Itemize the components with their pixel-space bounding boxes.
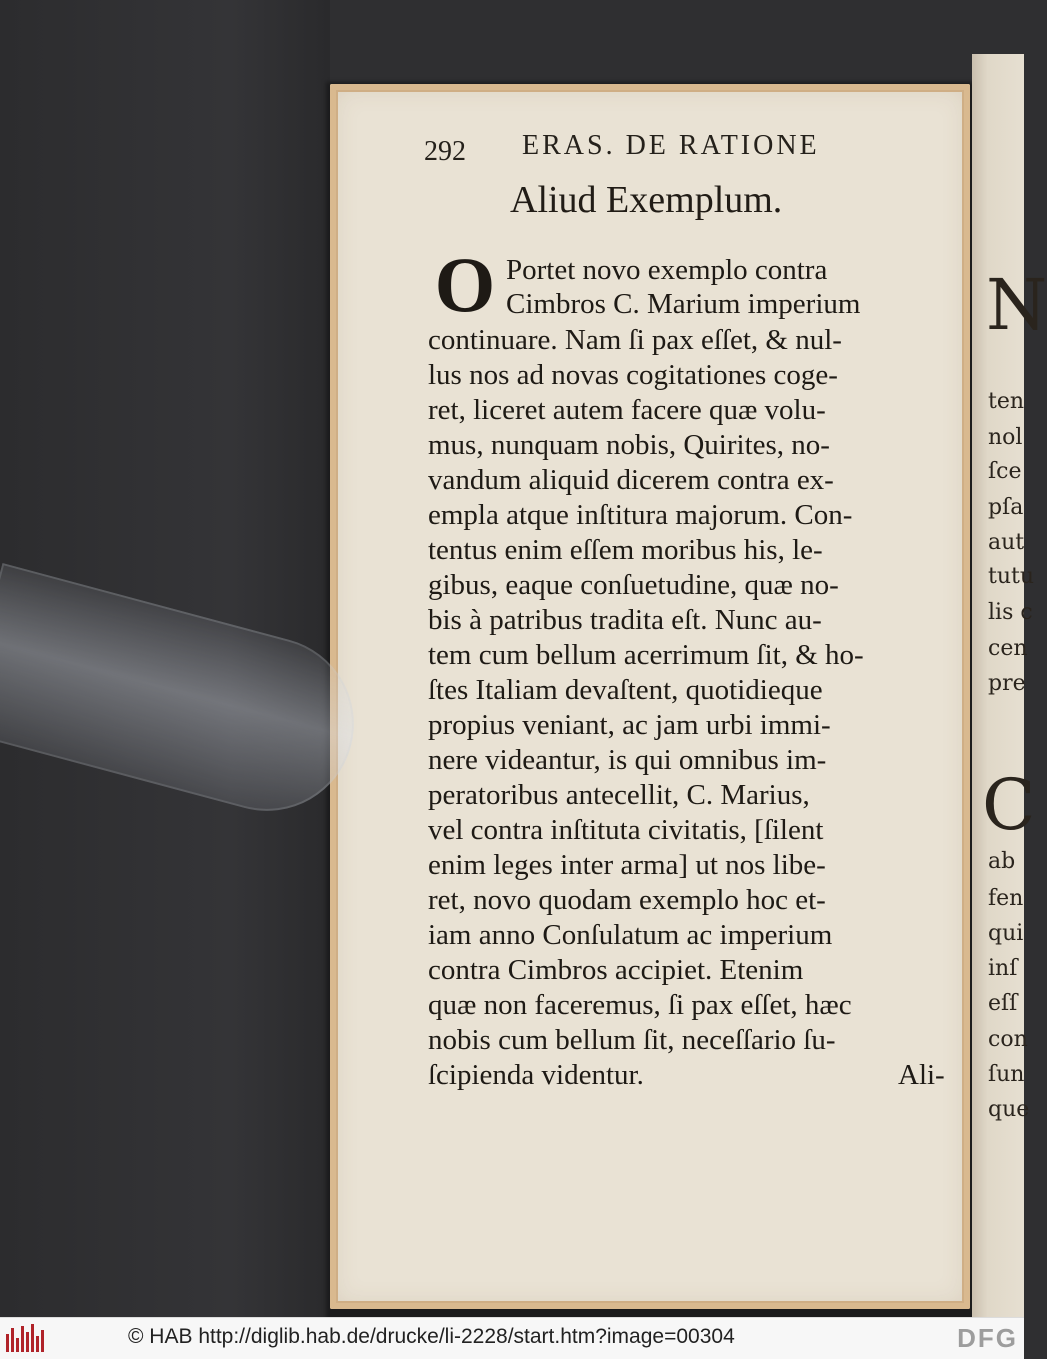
text-line: enim leges inter arma] ut nos libe-	[428, 849, 826, 881]
adjacent-page-fragment: pre	[988, 671, 1026, 696]
section-heading: Aliud Exemplum.	[510, 179, 783, 221]
text-line: ret, liceret autem facere quæ volu-	[428, 394, 826, 426]
text-line: vel contra inſtituta civitatis, [ſilent	[428, 814, 824, 846]
hab-logo-icon	[6, 1324, 46, 1352]
text-line: quæ non faceremus, ſi pax eſſet, hæc	[428, 989, 852, 1021]
adjacent-page-fragment: inſ	[988, 956, 1018, 981]
adjacent-page-fragment: pſa	[988, 495, 1024, 520]
text-line: Cimbros C. Marium imperium	[506, 288, 861, 320]
adjacent-page-fragment: ſce	[988, 459, 1022, 484]
text-line: bis à patribus tradita eſt. Nunc au-	[428, 604, 822, 636]
adjacent-page-fragment: tutu	[988, 564, 1035, 589]
text-line: peratoribus antecellit, C. Marius,	[428, 779, 810, 811]
adjacent-page-fragment: ten	[988, 389, 1025, 414]
text-line: tem cum bellum acerrimum ſit, & ho-	[428, 639, 864, 671]
text-line: lus nos ad novas cogitationes coge-	[428, 359, 838, 391]
catchword: Ali-	[898, 1059, 945, 1091]
text-line: Portet novo exemplo contra	[506, 254, 828, 286]
text-line: ſcipienda videntur.	[428, 1059, 644, 1091]
text-line: nobis cum bellum ſit, neceſſario ſu-	[428, 1024, 836, 1056]
page-number: 292	[424, 136, 466, 167]
dfg-logo: DFG	[957, 1323, 1018, 1353]
text-line: empla atque inſtitura majorum. Con-	[428, 499, 853, 531]
adjacent-page-fragment: nol	[988, 425, 1023, 450]
adjacent-page-fragment: qui	[988, 921, 1024, 946]
copyright-text: © HAB http://diglib.hab.de/drucke/li-2228/start.htm?image=00304	[128, 1325, 735, 1348]
running-header	[424, 128, 894, 170]
adjacent-page-fragment: que	[988, 1097, 1030, 1122]
adjacent-page-fragment: ſun	[988, 1062, 1025, 1087]
text-line: vandum aliquid dicerem contra ex-	[428, 464, 834, 496]
footer-bar	[0, 1317, 1024, 1359]
drop-cap: O	[434, 241, 496, 328]
text-line: gibus, eaque conſuetudine, quæ no-	[428, 569, 839, 601]
text-line: contra Cimbros accipiet. Etenim	[428, 954, 804, 986]
adjacent-page	[972, 54, 1047, 1318]
adjacent-page-fragment: lis c	[988, 600, 1033, 625]
text-line: ret, novo quodam exemplo hoc et-	[428, 884, 826, 916]
adjacent-page-fragment: aut	[988, 530, 1025, 555]
adjacent-page-fragment: con	[988, 1027, 1028, 1052]
adjacent-page-fragment: cen	[988, 636, 1028, 661]
text-line: propius veniant, ac jam urbi immi-	[428, 709, 831, 741]
adjacent-page-fragment: ab	[988, 849, 1016, 874]
adjacent-page-big-letter-2: C	[982, 764, 1036, 846]
text-line: continuare. Nam ſi pax eſſet, & nul-	[428, 324, 842, 356]
text-line: iam anno Conſulatum ac imperium	[428, 919, 833, 951]
adjacent-page-fragment: fen	[988, 886, 1024, 911]
adjacent-page-fragment: eſſ	[988, 991, 1018, 1016]
text-line: ſtes Italiam devaſtent, quotidieque	[428, 674, 823, 706]
text-line: nere videantur, is qui omnibus im-	[428, 744, 827, 776]
text-line: mus, nunquam nobis, Quirites, no-	[428, 429, 830, 461]
text-line: tentus enim eſſem moribus his, le-	[428, 534, 823, 566]
running-head: ERAS. DE RATIONE	[522, 130, 820, 161]
adjacent-page-big-letter-1: N	[986, 264, 1047, 346]
